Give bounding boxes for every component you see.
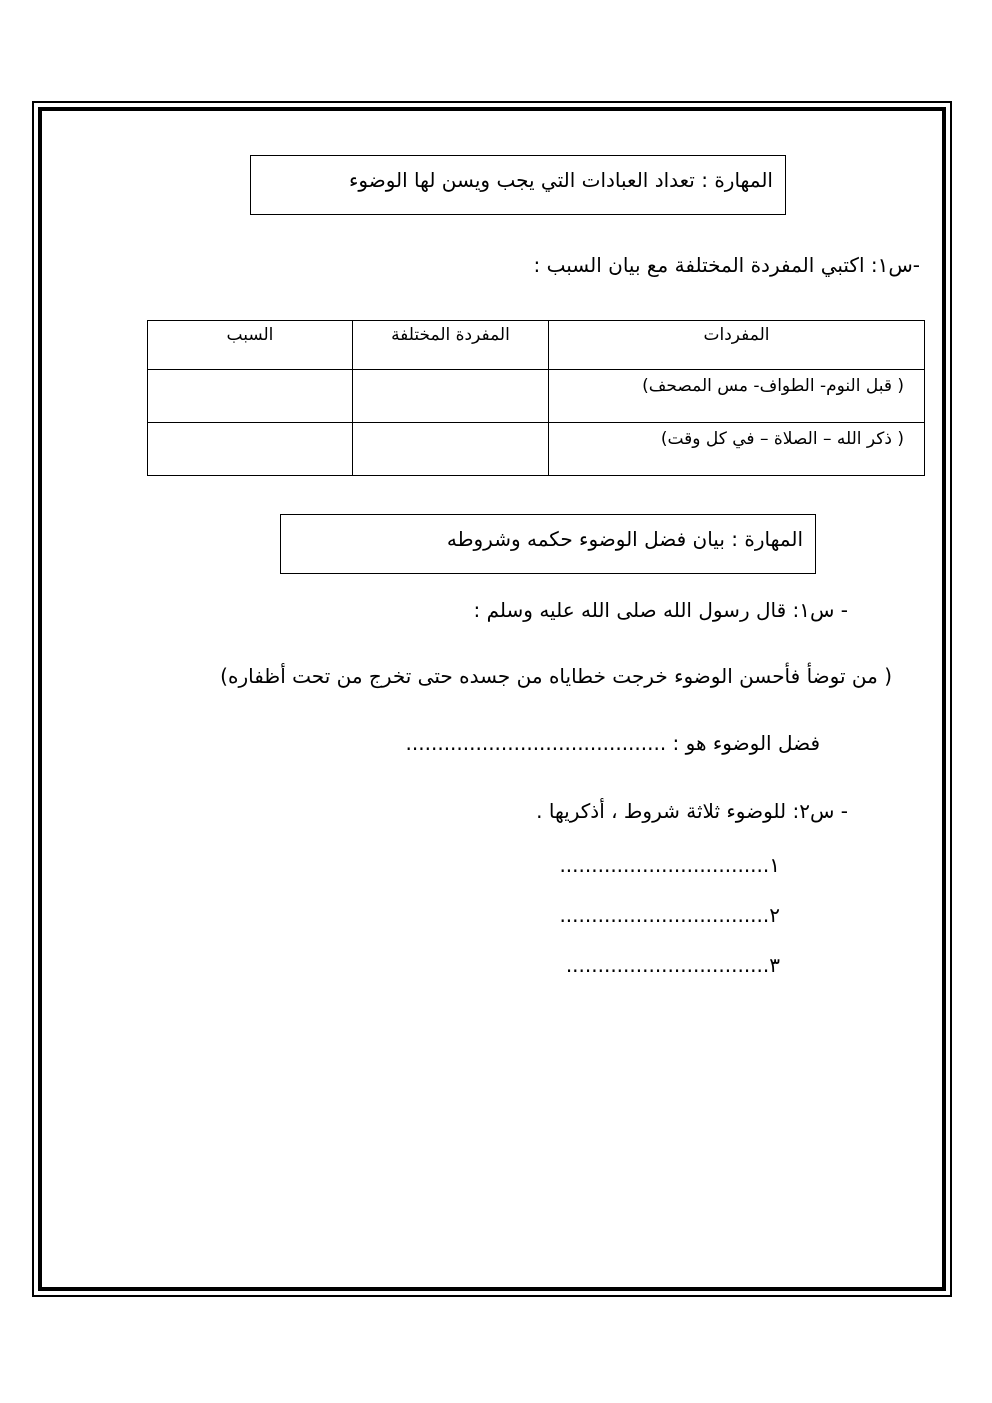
condition-line-2[interactable]: ٢.................................: [559, 903, 780, 927]
skill-box-1: [250, 155, 786, 215]
header-odd-word: المفردة المختلفة: [352, 321, 548, 370]
page-border-inner: [38, 107, 946, 1291]
condition-line-1[interactable]: ١.................................: [559, 853, 780, 877]
question-3-prompt: - س٢: للوضوء ثلاثة شروط ، أذكريها .: [536, 799, 848, 823]
vocab-table: [147, 320, 925, 476]
table-header-row: [148, 321, 925, 370]
odd-word-cell[interactable]: [352, 423, 548, 476]
words-cell: ( ذكر الله – الصلاة – في كل وقت): [548, 423, 924, 476]
question-1-prompt: -س١: اكتبي المفردة المختلفة مع بيان السبب :: [533, 253, 920, 277]
question-2-prompt: - س١: قال رسول الله صلى الله عليه وسلم :: [473, 598, 848, 622]
header-words: المفردات: [548, 321, 924, 370]
words-cell: ( قبل النوم- الطواف- مس المصحف): [548, 370, 924, 423]
header-reason: السبب: [148, 321, 353, 370]
skill-label-1: المهارة : تعداد العبادات التي يجب ويسن لها الوضوء: [348, 168, 773, 192]
virtue-answer-line[interactable]: فضل الوضوء هو : .........................................: [405, 731, 820, 755]
skill-label-2: المهارة : بيان فضل الوضوء حكمه وشروطه: [446, 527, 803, 551]
skill-box-2: [280, 514, 816, 574]
reason-cell[interactable]: [148, 370, 353, 423]
table-row: [148, 423, 925, 476]
odd-word-cell[interactable]: [352, 370, 548, 423]
condition-line-3[interactable]: ٣................................: [565, 953, 780, 977]
reason-cell[interactable]: [148, 423, 353, 476]
hadith-text: ( من توضأ فأحسن الوضوء خرجت خطاياه من جسده حتى تخرج من تحت أظفاره): [220, 664, 892, 688]
table-row: [148, 370, 925, 423]
